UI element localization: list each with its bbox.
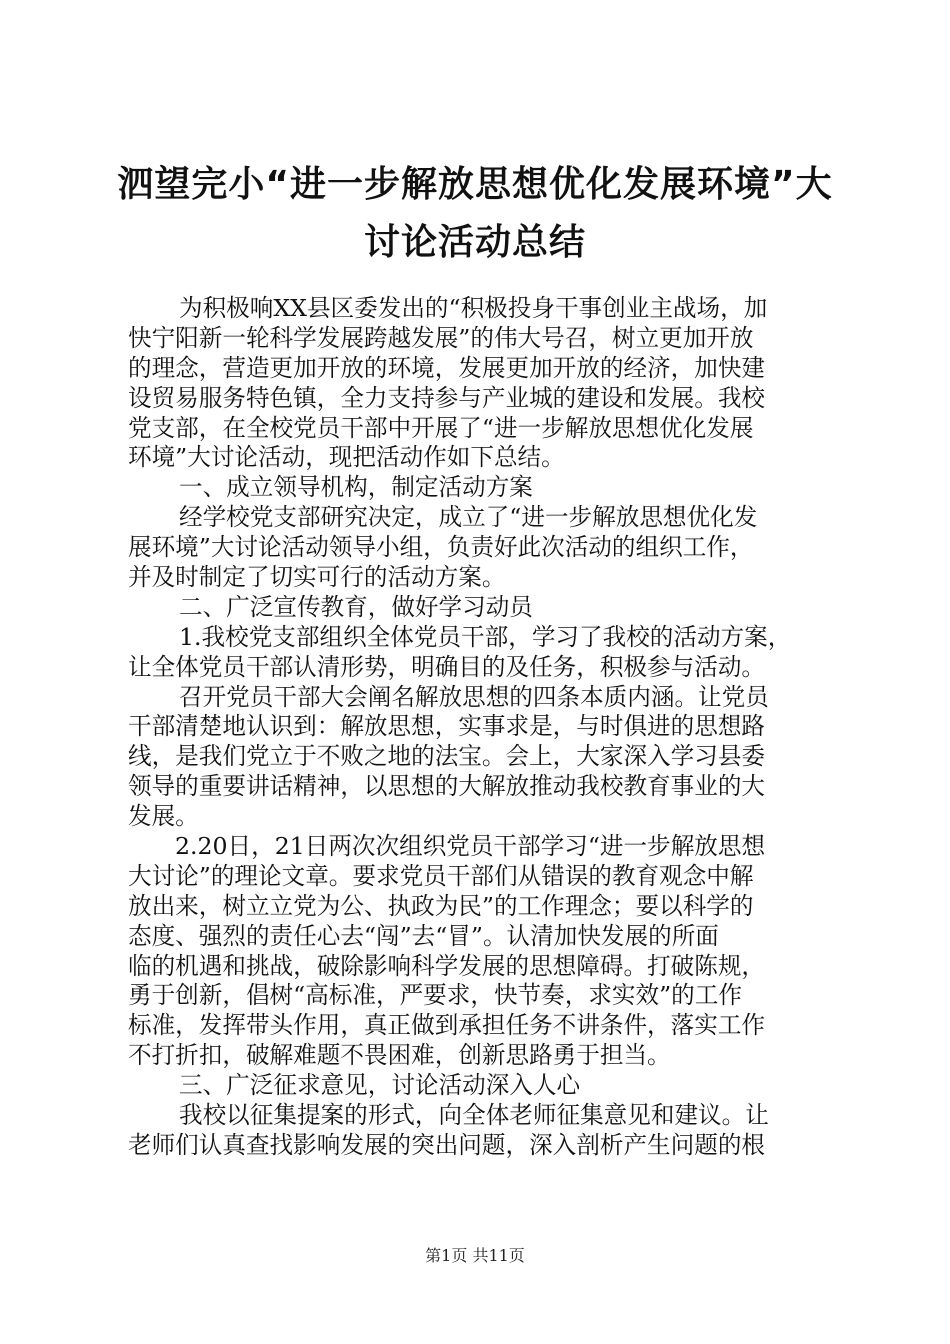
paragraph-line: 让全体党员干部认清形势，明确目的及任务，积极参与活动。 (128, 652, 766, 681)
paragraph-line: 临的机遇和挑战，破除影响科学发展的思想障碍。打破陈规， (128, 951, 766, 980)
paragraph-line: 并及时制定了切实可行的活动方案。 (128, 563, 506, 592)
paragraph-line: 环境”大讨论活动，现把活动作如下总结。 (128, 443, 565, 472)
paragraph-line: 展环境”大讨论活动领导小组，负责好此次活动的组织工作， (128, 533, 754, 562)
paragraph-line: 大讨论”的理论文章。要求党员干部们从错误的教育观念中解 (128, 861, 754, 890)
paragraph-line: 快宁阳新一轮科学发展跨越发展”的伟大号召，树立更加开放 (128, 323, 754, 352)
paragraph-line: 干部清楚地认识到：解放思想，实事求是，与时俱进的思想路 (128, 712, 766, 741)
document-title-line-2: 讨论活动总结 (363, 222, 586, 263)
paragraph-line: 发展。 (128, 802, 199, 831)
paragraph-line: 召开党员干部大会阐名解放思想的四条本质内涵。让党员 (179, 682, 769, 711)
paragraph-line: 领导的重要讲话精神，以思想的大解放推动我校教育事业的大 (128, 772, 766, 801)
document-title-line-1: 泗望完小“进一步解放思想优化发展环境”大 (117, 164, 833, 205)
paragraph-line: 为积极响XX县区委发出的“积极投身干事创业主战场，加 (179, 294, 768, 322)
paragraph-line: 设贸易服务特色镇，全力支持参与产业城的建设和发展。我校 (128, 383, 766, 412)
paragraph-line: 放出来，树立立党为公、执政为民”的工作理念；要以科学的 (128, 891, 754, 920)
section-heading: 一、成立领导机构，制定活动方案 (179, 473, 533, 502)
section-heading: 三、广泛征求意见，讨论活动深入人心 (179, 1071, 581, 1100)
paragraph-line: 的理念，营造更加开放的环境，发展更加开放的经济，加快建 (128, 353, 766, 382)
paragraph-line: 不打折扣，破解难题不畏困难，创新思路勇于担当。 (128, 1041, 671, 1070)
paragraph-line: 经学校党支部研究决定，成立了“进一步解放思想优化发 (179, 503, 758, 532)
paragraph-line: 1.我校党支部组织全体党员干部，学习了我校的活动方案， (179, 622, 792, 651)
paragraph-line: 2.20日，21日两次次组织党员干部学习“进一步解放思想 (175, 832, 766, 861)
section-heading: 二、广泛宣传教育，做好学习动员 (179, 592, 533, 621)
paragraph-line: 党支部，在全校党员干部中开展了“进一步解放思想优化发展 (128, 413, 754, 442)
paragraph-line: 我校以征集提案的形式，向全体老师征集意见和建议。让 (179, 1101, 769, 1130)
paragraph-line: 勇于创新，倡树“高标准，严要求，快节奏，求实效”的工作 (128, 981, 742, 1010)
page-number-footer: 第1页 共11页 (425, 1246, 525, 1265)
paragraph-line: 标准，发挥带头作用，真正做到承担任务不讲条件，落实工作 (128, 1011, 766, 1040)
document-body (128, 294, 828, 1161)
paragraph-line: 老师们认真查找影响发展的突出问题，深入剖析产生问题的根 (128, 1130, 766, 1159)
paragraph-line: 态度、强烈的责任心去“闯”去“冒”。认清加快发展的所面 (128, 921, 719, 950)
paragraph-line: 线，是我们党立于不败之地的法宝。会上，大家深入学习县委 (128, 742, 766, 771)
